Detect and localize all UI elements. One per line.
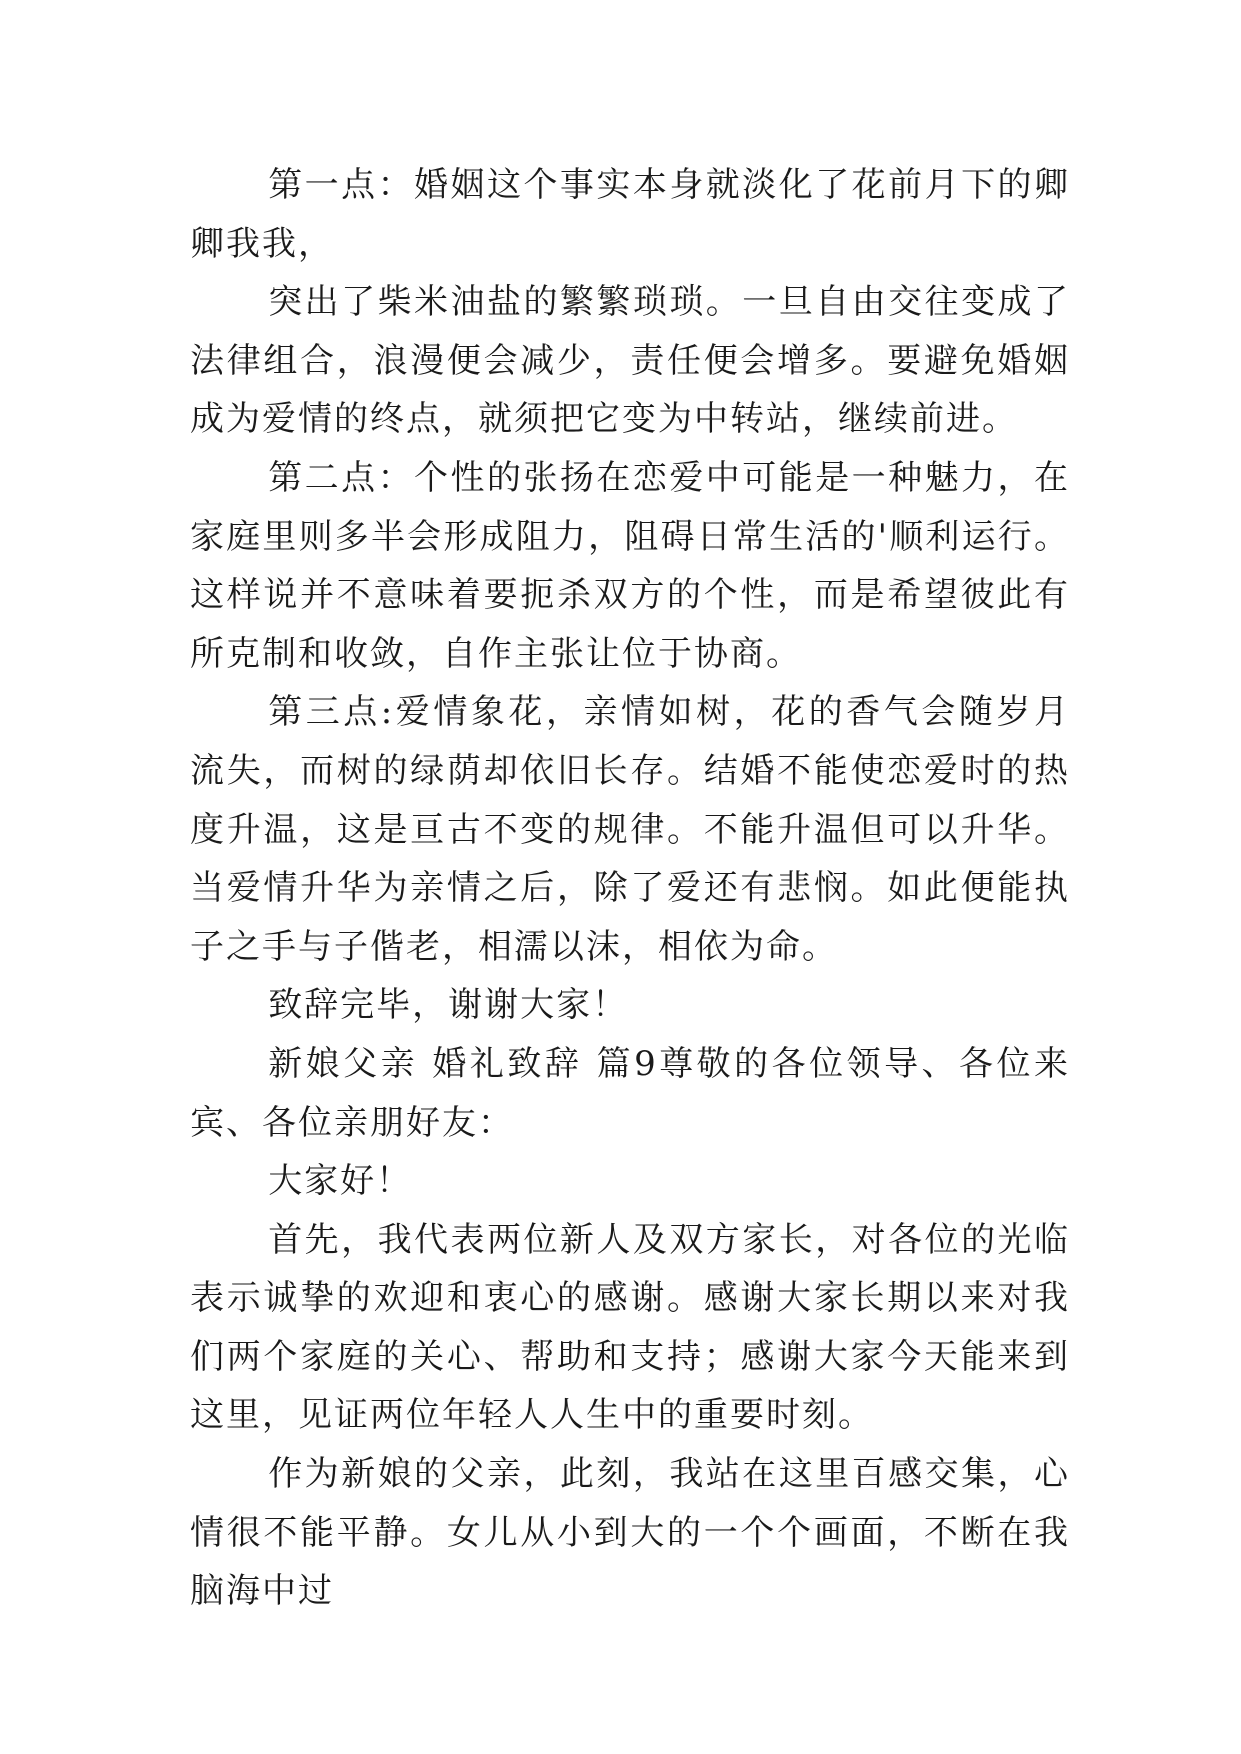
paragraph-greeting: 大家好！	[268, 1161, 413, 1202]
paragraph-point-one: 第一点：婚姻这个事实本身就淡化了花前月下的卿卿我我，	[190, 165, 1070, 264]
paragraph-point-two: 第二点：个性的张扬在恋爱中可能是一种魅力，在家庭里则多半会形成阻力，阻碍日常生活的'顺利运行。这样说并不意味着要扼杀双方的个性，而是希望彼此有所克制和收敛，自作主张让位于协商。	[190, 457, 1070, 674]
paragraph-father-feelings: 作为新娘的父亲，此刻，我站在这里百感交集，心情很不能平静。女儿从小到大的一个个画面，不断在我脑海中过	[190, 1454, 1070, 1612]
paragraph-closing: 致辞完毕，谢谢大家！	[268, 985, 629, 1026]
document-body	[190, 156, 1070, 1621]
paragraph-thanks: 首先，我代表两位新人及双方家长，对各位的光临表示诚挚的欢迎和衷心的感谢。感谢大家长期以来对我们两个家庭的关心、帮助和支持；感谢大家今天能来到这里，见证两位年轻人人生中的重要时刻。	[190, 1219, 1070, 1436]
paragraph-point-one-continued: 突出了柴米油盐的繁繁琐琐。一旦自由交往变成了法律组合，浪漫便会减少，责任便会增多。要避免婚姻成为爱情的终点，就须把它变为中转站，继续前进。	[190, 282, 1070, 440]
paragraph-speech-heading: 新娘父亲 婚礼致辞 篇9尊敬的各位领导、各位来宾、各位亲朋好友：	[190, 1043, 1070, 1143]
paragraph-point-three: 第三点:爱情象花，亲情如树，花的香气会随岁月流失，而树的绿荫却依旧长存。结婚不能使恋爱时的热度升温，这是亘古不变的规律。不能升温但可以升华。当爱情升华为亲情之后，除了爱还有悲悯。如此便能执子之手与子偕老，相濡以沫，相依为命。	[190, 692, 1070, 967]
